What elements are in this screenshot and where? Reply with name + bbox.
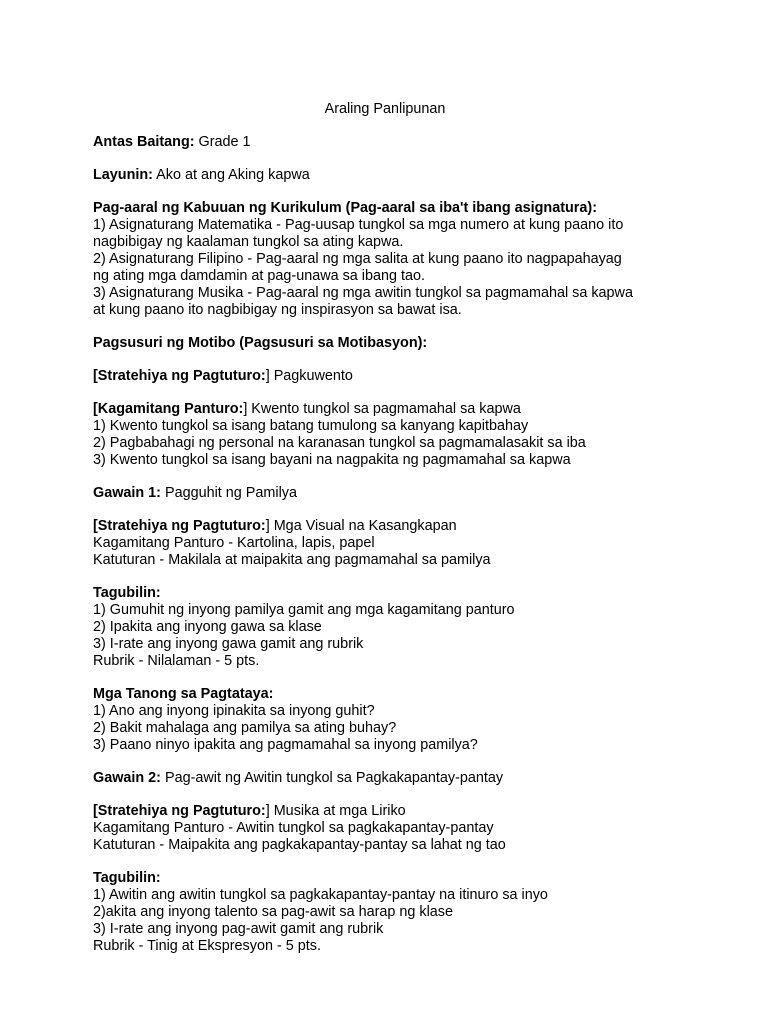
tagubilin-2-line: Rubrik - Tinig at Ekspresyon - 5 pts.	[93, 938, 321, 954]
kabuuan-line: 2) Asignaturang Filipino - Pag-aaral ng mga salita at kung paano ito nagpapahayag	[93, 251, 622, 267]
stratehiya-2-label: Stratehiya ng Pagtuturo:	[97, 518, 266, 534]
tagubilin-1-line: 1) Gumuhit ng inyong pamilya gamit ang mga kagamitang panturo	[93, 602, 515, 618]
kagamitan-1-line: 3) Kwento tungkol sa isang bayani na nagpakita ng pagmamahal sa kapwa	[93, 452, 571, 468]
gawain-1-label: Gawain 1:	[93, 485, 161, 501]
layunin	[93, 167, 733, 184]
gawain-2-value: Pag-awit ng Awitin tungkol sa Pagkakapantay-pantay	[160, 770, 504, 786]
tagubilin-2-section	[93, 870, 733, 955]
kabuuan-line: ng ating mga damdamin at pag-unawa sa ibang tao.	[93, 268, 426, 284]
tanong-line: 1) Ano ang inyong ipinakita sa inyong guhit?	[93, 703, 375, 719]
antas-value: Grade 1	[194, 134, 251, 150]
document-title: Araling Panlipunan	[324, 101, 446, 117]
kabuuan-line: nagbibigay ng kaalaman tungkol sa ating kapwa.	[93, 234, 404, 250]
stratehiya-3-line: Kagamitang Panturo - Awitin tungkol sa pagkakapantay-pantay	[93, 820, 494, 836]
document-page	[93, 101, 733, 955]
tanong-section	[93, 686, 733, 754]
tagubilin-2-line: 2)akita ang inyong talento sa pag-awit sa harap ng klase	[93, 904, 453, 920]
tagubilin-1-heading: Tagubilin:	[93, 585, 161, 601]
stratehiya-2-value: ] Mga Visual na Kasangkapan	[265, 518, 457, 534]
stratehiya-1-value: ] Pagkuwento	[265, 368, 353, 384]
bracket-open: [	[93, 368, 98, 384]
stratehiya-3-label: Stratehiya ng Pagtuturo:	[97, 803, 266, 819]
kagamitan-1-line: 1) Kwento tungkol sa isang batang tumulong sa kanyang kapitbahay	[93, 418, 529, 434]
stratehiya-3-line: Katuturan - Maipakita ang pagkakapantay-pantay sa lahat ng tao	[93, 837, 506, 853]
gawain-1-value: Pagguhit ng Pamilya	[160, 485, 297, 501]
stratehiya-1-label: Stratehiya ng Pagtuturo:	[97, 368, 266, 384]
stratehiya-1	[93, 368, 733, 385]
tanong-line: 2) Bakit mahalaga ang pamilya sa ating buhay?	[93, 720, 397, 736]
kabuuan-section	[93, 200, 733, 319]
kagamitan-1-value: ] Kwento tungkol sa pagmamahal sa kapwa	[243, 401, 521, 417]
kabuuan-line: at kung paano ito nagbibigay ng inspirasyon sa bawat isa.	[93, 302, 462, 318]
stratehiya-2-line: Katuturan - Makilala at maipakita ang pagmamahal sa pamilya	[93, 552, 491, 568]
stratehiya-2-line: Kagamitang Panturo - Kartolina, lapis, papel	[93, 535, 375, 551]
kagamitan-1-line: 2) Pagbabahagi ng personal na karanasan tungkol sa pagmamalasakit sa iba	[93, 435, 586, 451]
kagamitan-1-section	[93, 401, 733, 469]
tagubilin-1-line: 2) Ipakita ang inyong gawa sa klase	[93, 619, 322, 635]
tanong-line: 3) Paano ninyo ipakita ang pagmamahal sa inyong pamilya?	[93, 737, 478, 753]
bracket-open: [	[93, 518, 98, 534]
tagubilin-1-line: 3) I-rate ang inyong gawa gamit ang rubrik	[93, 636, 364, 652]
kabuuan-line: 1) Asignaturang Matematika - Pag-uusap tungkol sa mga numero at kung paano ito	[93, 217, 624, 233]
stratehiya-2-section	[93, 518, 733, 569]
layunin-value: Ako at ang Aking kapwa	[152, 167, 310, 183]
tagubilin-1-section	[93, 585, 733, 670]
gawain-1	[93, 485, 733, 502]
layunin-label: Layunin:	[93, 167, 153, 183]
bracket-open: [	[93, 401, 98, 417]
tagubilin-1-line: Rubrik - Nilalaman - 5 pts.	[93, 653, 260, 669]
gawain-2-label: Gawain 2:	[93, 770, 161, 786]
tagubilin-2-line: 3) I-rate ang inyong pag-awit gamit ang rubrik	[93, 921, 384, 937]
kabuuan-heading: Pag-aaral ng Kabuuan ng Kurikulum (Pag-aaral sa iba't ibang asignatura):	[93, 200, 597, 216]
stratehiya-3-section	[93, 803, 733, 854]
antas-label: Antas Baitang:	[93, 134, 195, 150]
tagubilin-2-heading: Tagubilin:	[93, 870, 161, 886]
bracket-open: [	[93, 803, 98, 819]
motibo-heading: Pagsusuri ng Motibo (Pagsusuri sa Motibasyon):	[93, 335, 428, 351]
tanong-heading: Mga Tanong sa Pagtataya:	[93, 686, 274, 702]
tagubilin-2-line: 1) Awitin ang awitin tungkol sa pagkakapantay-pantay na itinuro sa inyo	[93, 887, 548, 903]
gawain-2	[93, 770, 733, 787]
stratehiya-3-value: ] Musika at mga Liriko	[265, 803, 406, 819]
kabuuan-line: 3) Asignaturang Musika - Pag-aaral ng mga awitin tungkol sa pagmamahal sa kapwa	[93, 285, 633, 301]
kagamitan-1-label: Kagamitang Panturo:	[97, 401, 244, 417]
antas-baitang	[93, 134, 733, 151]
